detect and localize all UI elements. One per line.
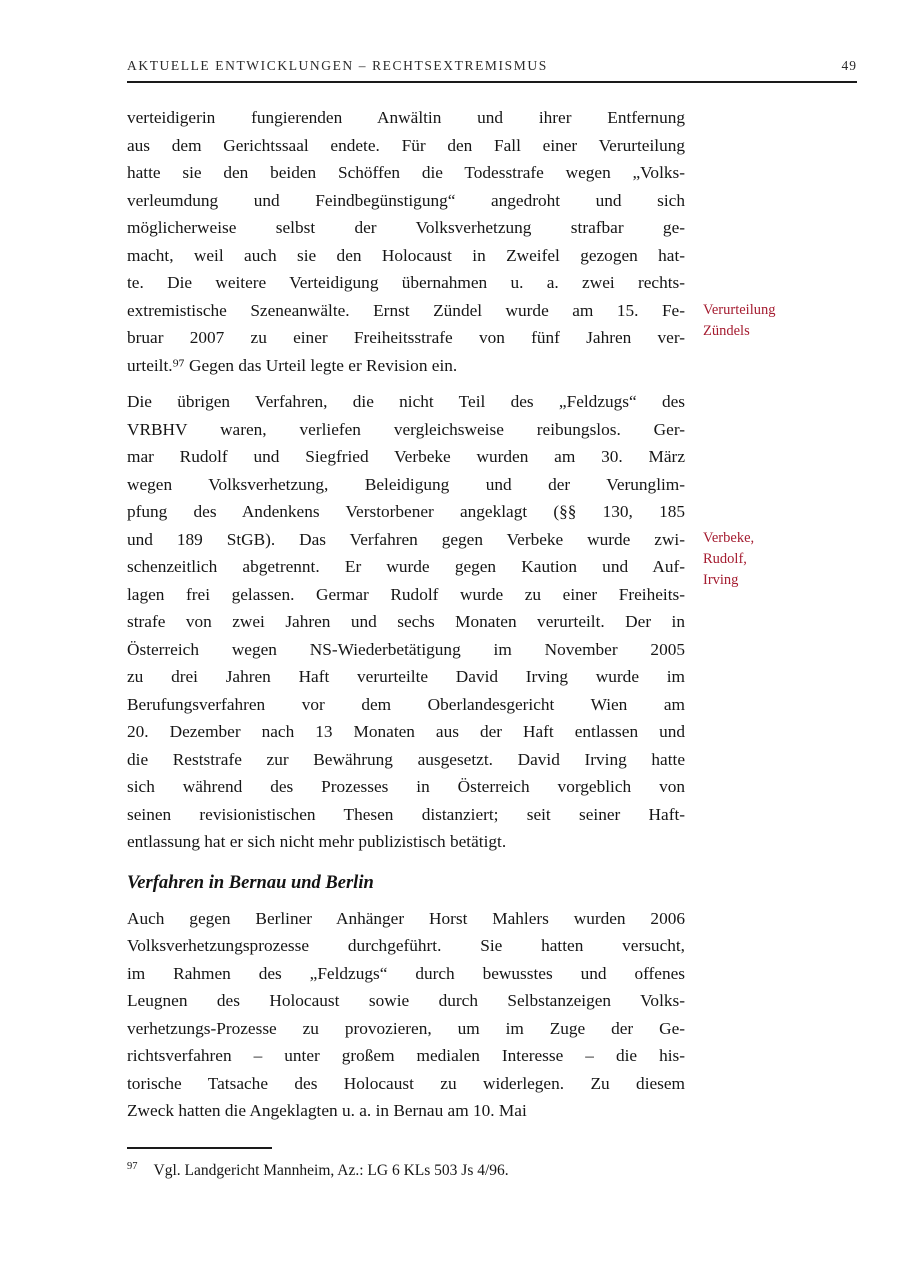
- text-line: verteidigerin fungierenden Anwältin und ihrer Entfernung: [127, 108, 685, 127]
- footnote-text: Vgl. Landgericht Mannheim, Az.: LG 6 KLs 503 Js 4/96.: [153, 1162, 509, 1179]
- text-line: schenzeitlich abgetrennt. Er wurde gegen Kaution und Auf-: [127, 557, 685, 576]
- text-line: wegen Volksverhetzung, Beleidigung und der Verunglim-: [127, 474, 685, 494]
- text-line: möglicherweise selbst der Volksverhetzung strafbar ge-: [127, 218, 685, 237]
- text-line: richtsverfahren – unter großem medialen Interesse – die his-: [127, 1046, 685, 1065]
- text-line: Österreich wegen NS-Wiederbetätigung im November 2005: [127, 639, 685, 659]
- text-line: entlassung hat er sich nicht mehr publizistisch betätigt.: [127, 832, 507, 851]
- text-line: Volksverhetzungsprozesse durchgeführt. Sie hatten versucht,: [127, 936, 685, 955]
- main-text-column: [127, 104, 685, 1134]
- text-line: aus dem Gerichtssaal endete. Für den Fall einer Verurteilung: [127, 135, 685, 155]
- text-line: Die übrigen Verfahren, die nicht Teil des „Feldzugs“ des: [127, 392, 685, 411]
- page-header: [127, 58, 857, 83]
- paragraph-3: [127, 905, 685, 1125]
- footnote: [127, 1160, 747, 1182]
- text-line: mar Rudolf und Siegfried Verbeke wurden am 30. März: [127, 447, 685, 466]
- text-line: im Rahmen des „Feldzugs“ durch bewusstes und offenes: [127, 963, 685, 983]
- text-line: VRBHV waren, verliefen vergleichsweise reibungslos. Ger-: [127, 419, 685, 439]
- text-line: te. Die weitere Verteidigung übernahmen u. a. zwei rechts-: [127, 273, 685, 292]
- running-header-title: AKTUELLE ENTWICKLUNGEN – RECHTSEXTREMISMUS: [127, 58, 548, 73]
- text-line: torische Tatsache des Holocaust zu widerlegen. Zu diesem: [127, 1073, 685, 1093]
- footnote-separator-rule: [127, 1147, 272, 1149]
- page-number: 49: [841, 58, 857, 73]
- footnote-marker: 97: [127, 1160, 138, 1172]
- text-line: hatte sie den beiden Schöffen die Todesstrafe wegen „Volks-: [127, 163, 685, 182]
- text-line: seinen revisionistischen Thesen distanziert; seit seiner Haft-: [127, 804, 685, 824]
- text-line: Leugnen des Holocaust sowie durch Selbstanzeigen Volks-: [127, 991, 685, 1010]
- margin-note-verurteilung-zuendels: [703, 300, 863, 342]
- text-line: verhetzungs-Prozesse zu provozieren, um im Zuge der Ge-: [127, 1018, 685, 1038]
- text-line: Berufungsverfahren vor dem Oberlandesgericht Wien am: [127, 694, 685, 714]
- text-line: strafe von zwei Jahren und sechs Monaten verurteilt. Der in: [127, 612, 685, 631]
- paragraph-2: [127, 388, 685, 856]
- text-line: macht, weil auch sie den Holocaust in Zweifel gezogen hat-: [127, 245, 685, 265]
- text-line: bruar 2007 zu einer Freiheitsstrafe von fünf Jahren ver-: [127, 328, 685, 347]
- section-heading: Verfahren in Bernau und Berlin: [127, 872, 374, 893]
- text-line: Rudolf,: [703, 551, 747, 567]
- text-line: lagen frei gelassen. Germar Rudolf wurde zu einer Freiheits-: [127, 584, 685, 604]
- text-line: Verbeke,: [703, 530, 755, 546]
- text-line: extremistische Szeneanwälte. Ernst Zündel wurde am 15. Fe-: [127, 300, 685, 320]
- text-line: die Reststrafe zur Bewährung ausgesetzt. David Irving hatte: [127, 749, 685, 769]
- text-line: 20. Dezember nach 13 Monaten aus der Haft entlassen und: [127, 722, 685, 741]
- text-line: Zündels: [703, 323, 750, 339]
- text-line: und 189 StGB). Das Verfahren gegen Verbeke wurde zwi-: [127, 529, 685, 549]
- text-line: pfung des Andenkens Verstorbener angeklagt (§§ 130, 185: [127, 502, 685, 521]
- text-line: zu drei Jahren Haft verurteilte David Irving wurde im: [127, 667, 685, 686]
- text-line: Auch gegen Berliner Anhänger Horst Mahlers wurden 2006: [127, 908, 685, 928]
- text-line: Zweck hatten die Angeklagten u. a. in Bernau am 10. Mai: [127, 1101, 527, 1120]
- text-line: Irving: [703, 572, 739, 588]
- text-line: urteilt.⁹⁷ Gegen das Urteil legte er Revision ein.: [127, 355, 458, 375]
- text-line: verleumdung und Feindbegünstigung“ angedroht und sich: [127, 190, 685, 210]
- paragraph-1: [127, 104, 685, 379]
- margin-note-verbeke-rudolf-irving: [703, 528, 863, 591]
- text-line: Verurteilung: [703, 302, 776, 318]
- text-line: sich während des Prozesses in Österreich vorgeblich von: [127, 777, 685, 796]
